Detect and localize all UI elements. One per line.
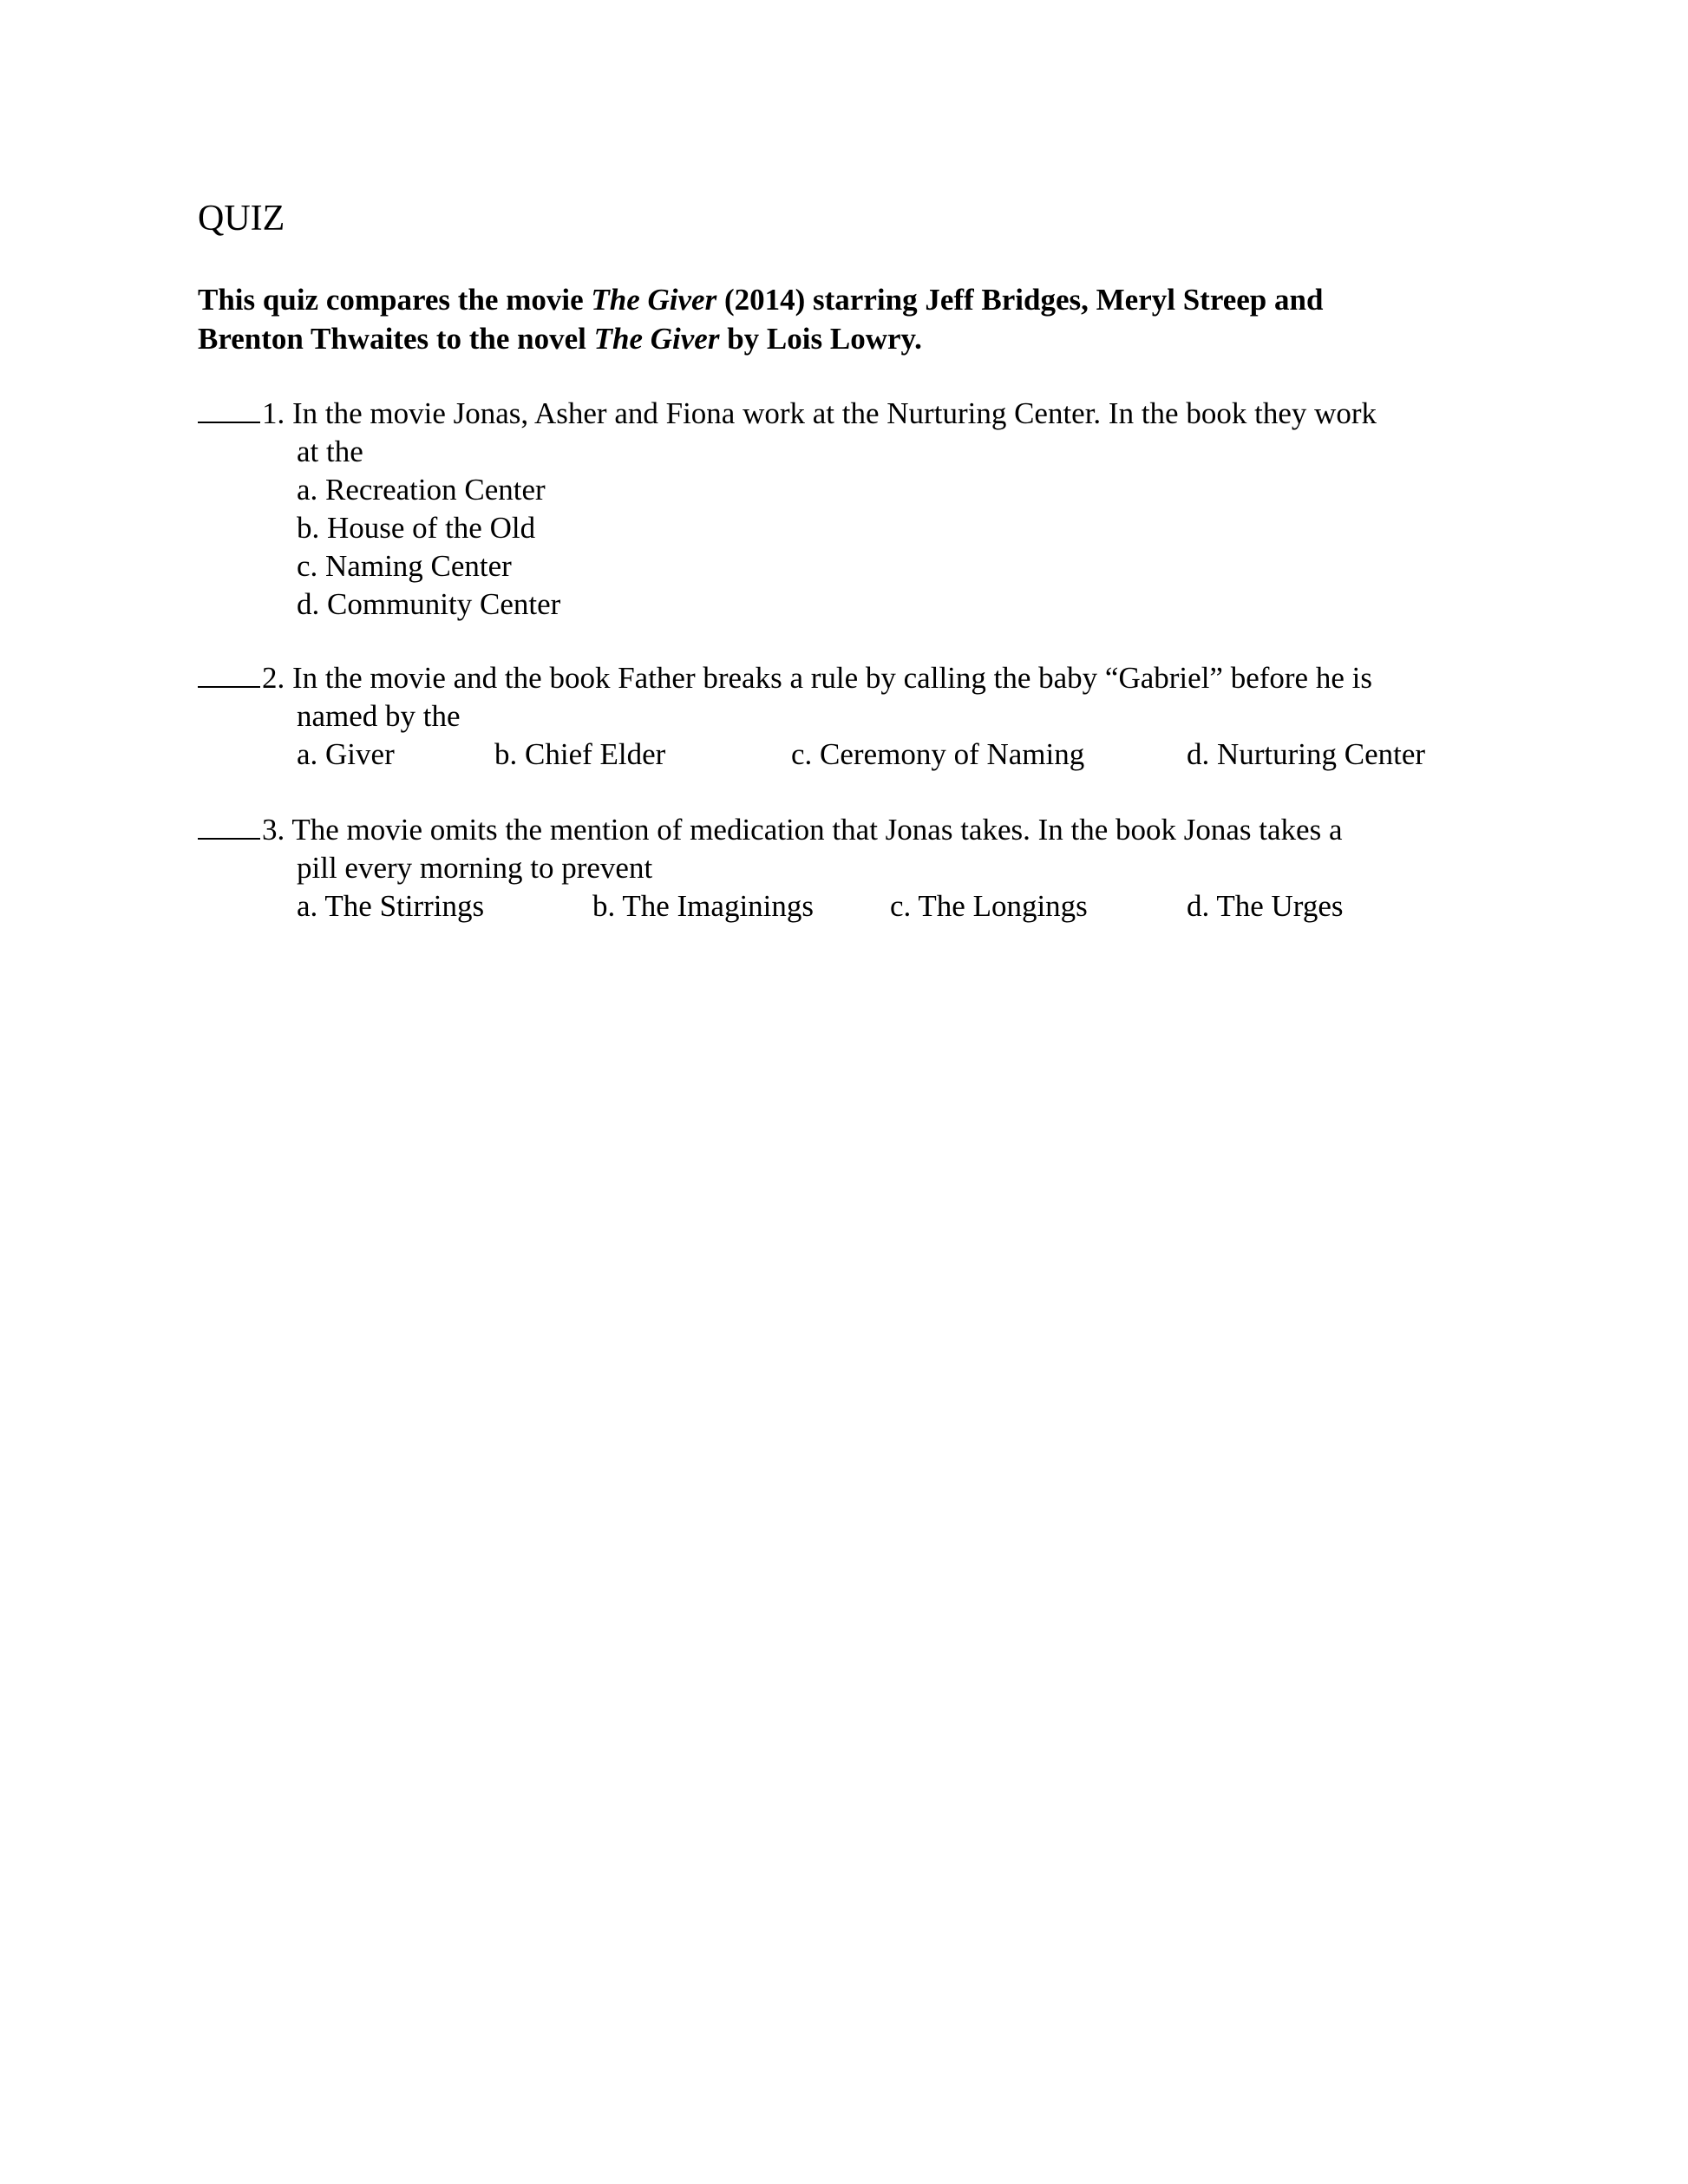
question-2 bbox=[198, 659, 1516, 774]
choice-row bbox=[198, 887, 1516, 925]
choice-a: a. Recreation Center bbox=[297, 473, 546, 507]
question-text-continued: at the bbox=[297, 435, 363, 468]
choice-d: d. The Urges bbox=[1187, 889, 1344, 923]
choice-c: c. The Longings bbox=[890, 889, 1088, 923]
question-stem bbox=[198, 395, 1516, 433]
intro-text: by Lois Lowry. bbox=[719, 322, 922, 356]
question-number: 1. bbox=[262, 396, 285, 430]
question-text-continued: named by the bbox=[297, 699, 461, 733]
book-title: The Giver bbox=[591, 283, 717, 317]
choice-row bbox=[198, 736, 1516, 774]
choice-c: c. Ceremony of Naming bbox=[791, 737, 1085, 771]
question-number: 3. bbox=[262, 813, 285, 847]
question-text: In the movie and the book Father breaks a rule by calling the baby “Gabriel” before he is bbox=[292, 661, 1372, 695]
book-title: The Giver bbox=[593, 322, 720, 356]
intro-text: This quiz compares the movie bbox=[198, 283, 592, 317]
choice-b: b. Chief Elder bbox=[494, 737, 666, 771]
question-text-continued: pill every morning to prevent bbox=[297, 851, 653, 885]
choice-b: b. House of the Old bbox=[297, 511, 536, 545]
question-stem bbox=[198, 659, 1516, 697]
question-number: 2. bbox=[262, 661, 285, 695]
page-title: QUIZ bbox=[198, 199, 285, 239]
choice-d: d. Community Center bbox=[297, 587, 561, 621]
choice-d: d. Nurturing Center bbox=[1187, 737, 1426, 771]
choice-b: b. The Imaginings bbox=[592, 889, 815, 923]
question-3 bbox=[198, 811, 1516, 925]
answer-blank[interactable] bbox=[198, 812, 260, 840]
intro-line-2 bbox=[198, 319, 1516, 358]
answer-blank[interactable] bbox=[198, 660, 260, 688]
quiz-intro bbox=[198, 280, 1516, 358]
choice-c: c. Naming Center bbox=[297, 549, 512, 583]
question-1 bbox=[198, 395, 1516, 624]
question-text: In the movie Jonas, Asher and Fiona work at the Nurturing Center. In the book they work bbox=[292, 396, 1377, 430]
question-text: The movie omits the mention of medication that Jonas takes. In the book Jonas takes a bbox=[291, 813, 1343, 847]
question-stem bbox=[198, 811, 1516, 849]
intro-line-1 bbox=[198, 280, 1516, 319]
choice-a: a. The Stirrings bbox=[297, 889, 485, 923]
intro-text: (2014) starring Jeff Bridges, Meryl Streep and bbox=[716, 283, 1324, 317]
intro-text: Brenton Thwaites to the novel bbox=[198, 322, 594, 356]
choice-a: a. Giver bbox=[297, 737, 395, 771]
answer-blank[interactable] bbox=[198, 396, 260, 423]
